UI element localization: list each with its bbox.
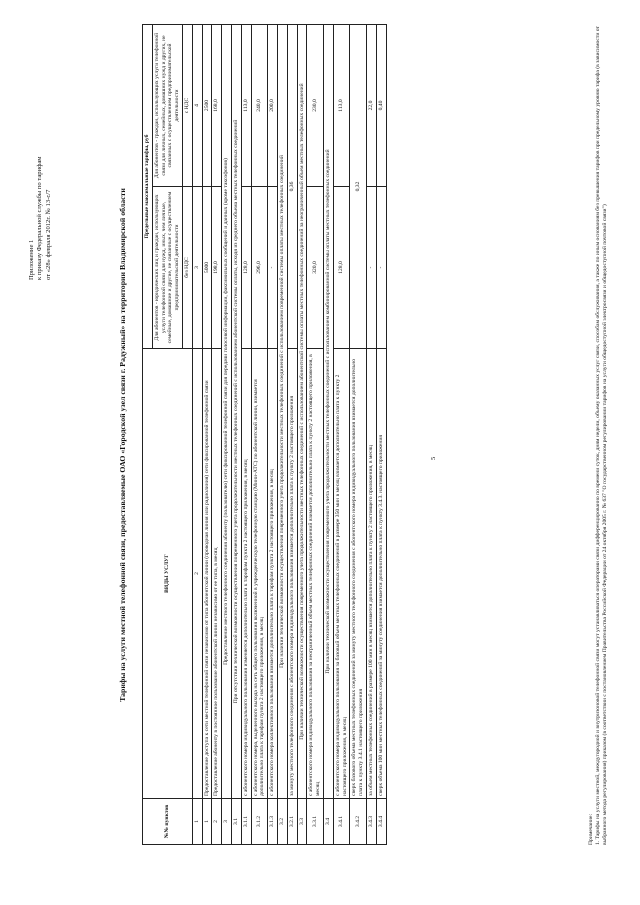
column-index-1: 1 (192, 799, 202, 845)
row-value-personal: 168,0 (212, 25, 222, 187)
table-row (202, 25, 212, 845)
row-service-text: Предоставление абоненту в постоянное пользование абонентской линии независимо от ее типа, в месяц (212, 349, 222, 799)
header-col-a-vat: без НДС (182, 187, 192, 349)
header-services: ВИДЫ УСЛУГ (143, 349, 193, 799)
row-service-text: с абонентского номера коллективного пользования взимается дополнительно плата к тарифам пункта 2 настоящего приложения, в месяц (268, 349, 278, 799)
row-service-text: с абонентского номера индивидуального пользования изменяется дополнительно плата к тарифам пункта 2 настоящего приложения, в месяц (241, 349, 251, 799)
appendix-line-2: к приказу Федеральной службы по тарифам (36, 156, 44, 280)
row-number: 3.2 (277, 799, 287, 845)
header-row (143, 25, 153, 845)
row-value-personal: 230,0 (307, 25, 324, 187)
row-number: 3.1 (231, 799, 241, 845)
table-row (350, 25, 367, 845)
page-number: 5 (430, 456, 437, 460)
table-row (333, 25, 350, 845)
row-number: 3.1.3 (268, 799, 278, 845)
row-number: 3.4.2 (350, 799, 367, 845)
table-row (251, 25, 268, 845)
row-value-business: 198,0 (212, 187, 222, 349)
row-value-business: 320,0 (307, 187, 324, 349)
row-value-business: - (268, 187, 278, 349)
row-number: 2 (212, 799, 222, 845)
document-title: Тарифы на услуги местной телефонной связи, предоставляемые ОАО «Городской узел связи г. Радужный» на территории Владимирской области (118, 188, 127, 702)
column-index-2: 2 (192, 349, 202, 799)
tariff-table (142, 24, 387, 845)
column-index-row (192, 25, 202, 845)
table-row (297, 25, 307, 845)
row-service-text: Предоставление доступа к сети местной телефонной связи независимо от типа абонентской линии (проводная линия или радиолиния) сети фиксированной телефонной связи (202, 349, 212, 799)
table-row (376, 25, 386, 845)
row-value-personal: 200,0 (268, 25, 278, 187)
row-number: 3.2.1 (287, 799, 297, 845)
row-number: 3.3.1 (307, 799, 324, 845)
header-col-b-vat: с НДС (182, 25, 192, 187)
table-row (222, 25, 232, 845)
row-service-text: за минуту местного телефонного соединения с абонентского номера индивидуального пользования взимается дополнительно плата к пункту 2 настоящего приложения (287, 349, 297, 799)
row-value-business: - (366, 187, 376, 349)
table-row (212, 25, 222, 845)
row-value-personal: 240,0 (251, 25, 268, 187)
row-number: 3.4.4 (376, 799, 386, 845)
row-service-text: сверх базового объема местных телефонных соединений за минуту местного телефонного соединения с абонентского номера индивидуального пользования взимается дополнительно плата к пункту 3.4.1 настоящего приложения (350, 349, 367, 799)
row-value-business: - (376, 187, 386, 349)
row-value-both: 0,36 (287, 25, 297, 349)
row-number: 3.4 (323, 799, 333, 845)
header-tariff-group: Предельные максимальные тарифы, руб (143, 25, 153, 349)
column-index-4: 4 (192, 25, 202, 187)
header-col-a: Для абонентов - юридических лиц и граждан, использующих услуги телефонной связи для нужд, иных, чем личные, семейные, домашние и другие, не связанные с осуществлением предпринимательской деятельности (152, 187, 182, 349)
table-row (323, 25, 333, 845)
table-row (307, 25, 324, 845)
row-value-business: 5000 (202, 187, 212, 349)
notes (588, 25, 608, 845)
row-value-both: 0,32 (350, 25, 367, 349)
row-value-personal: 113,0 (241, 25, 251, 187)
row-service-text: с абонентского номера индивидуального пользования за базовый объем местных телефонных соединений в размере 350 мин в месяц взимается дополнительно плата к пункту 2 настоящего приложения, в месяц (333, 349, 350, 799)
row-value-business: 128,0 (333, 187, 350, 349)
row-service-text: сверх объема 100 мин местных телефонных соединений за минуту соединения взимается дополнительно плата к пункту 3.4.3. настоящего приложения (376, 349, 386, 799)
column-index-3: 3 (192, 187, 202, 349)
row-number: 3.4.1 (333, 799, 350, 845)
table-row (287, 25, 297, 845)
row-service-text: с абонентского номера, выделенного выхода на сеть общего пользования включенной в учрежденческую телефонную станцию (Мини-АТС) по абонентской линии, взимается дополнительно плата к тарифам пункта 2 настоящего приложения, в месяц (251, 349, 268, 799)
row-number: 3 (222, 799, 232, 845)
table-row (241, 25, 251, 845)
row-service-text: с абонентского номера индивидуального пользования за неограниченный объем местных телефонных соединений взимается дополнительно плата к пункту 2 настоящего приложения, в месяц (307, 349, 324, 799)
table-row (268, 25, 278, 845)
row-section-heading: При наличии технической возможности осуществления повременного учета продолжительности местных телефонных соединений с использованием абонентской системы оплаты местных телефонных соединений за неограниченный объем местных телефонных соединений (297, 25, 307, 799)
appendix-line-3: от «28» февраля 2012г. № 13-с/7 (44, 189, 52, 280)
row-value-personal: 0,40 (376, 25, 386, 187)
row-number: 3.3 (297, 799, 307, 845)
table-row (277, 25, 287, 845)
notes-text: 1. Тарифы на услуги местной, междугородной и внутризоновой телефонной связи могут устанавливаться операторами связи дифференцированно по времени суток, дням недели, объему оказанных услуг связи, способам обслуживания, а также по иным основаниям без превышения тарифов при предельному уровню тарифа (в зависимости от выбранного метода регулирования) приказом (в соответствии с постановлением Правительства Российской Федерации от 24 октября 2005 г. № 637 "О государственном регулировании тарифов на услуги общедоступной электросвязи и общедоступной почтовой связи") (594, 26, 608, 845)
row-section-heading: Предоставление местного телефонного соединения абоненту (пользователю) сети фиксированной телефонной связи для передачи голосовой информации, факсимильных сообщений и данных (кроме таксофонов) (222, 25, 232, 799)
header-num: №№ пунктов (143, 799, 193, 845)
row-value-business: 296,0 (251, 187, 268, 349)
row-section-heading: При наличии технической возможности осуществления повременного учета продолжительности местных телефонных соединений с использованием повременной системы оплаты местных телефонных соединений (277, 25, 287, 799)
row-number: 3.4.3 (366, 799, 376, 845)
row-number: 1 (202, 799, 212, 845)
row-section-heading: При наличии технической возможности осуществления повременного учета продолжительности местных телефонных соединений с использованием комбинированной системы оплаты местных телефонных соединений (323, 25, 333, 799)
row-value-personal: 2500 (202, 25, 212, 187)
row-service-text: за объем местных телефонных соединений в размере 100 мин в месяц взимается дополнительно плата к пункту 2 настоящего приложения, в месяц (366, 349, 376, 799)
row-number: 3.1.1 (241, 799, 251, 845)
row-value-business: 128,0 (241, 187, 251, 349)
notes-heading: Примечание: (588, 813, 594, 845)
row-section-heading: При отсутствии технической возможности осуществления повременного учета продолжительности местных телефонных соединений с использованием абонентской системы оплаты, исходя из среднего объема местных телефонных соединений (231, 25, 241, 799)
table-row (231, 25, 241, 845)
row-number: 3.1.2 (251, 799, 268, 845)
appendix-header (28, 30, 53, 280)
table-row (366, 25, 376, 845)
header-col-b: Для абонентов - граждан, использующих услуги телефонной связи для личных, семейных, домашних нужд и других, не связанных с осуществлением предпринимательской деятельности (152, 25, 182, 187)
row-value-personal: 113,0 (333, 25, 350, 187)
row-value-personal: 22,0 (366, 25, 376, 187)
appendix-line-1: Приложение 1 (28, 239, 35, 280)
